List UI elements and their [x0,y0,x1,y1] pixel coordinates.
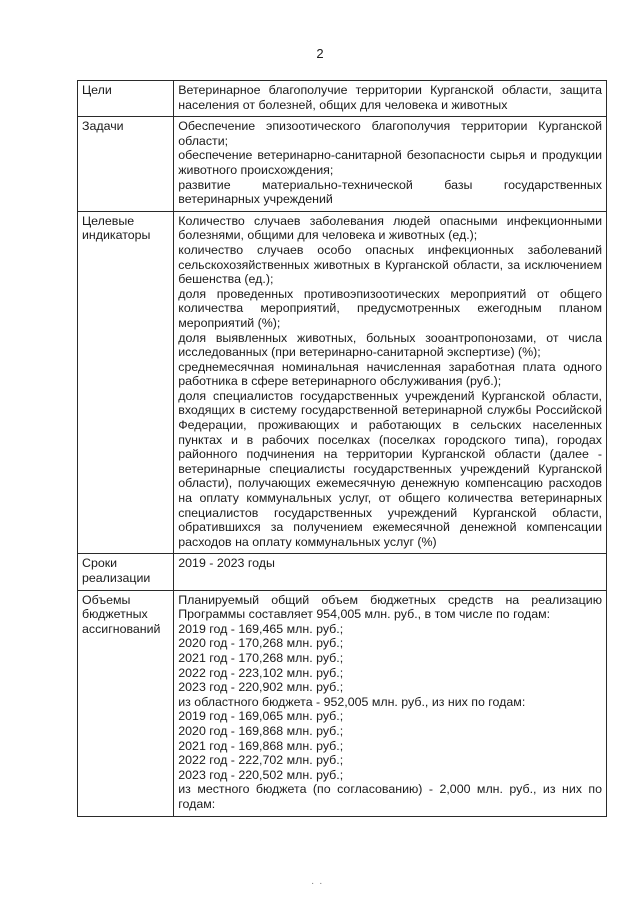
content-paragraph: 2020 год - 169,868 млн. руб.; [178,723,344,738]
table-row-target-indicators [78,211,607,554]
content-paragraph: 2020 год - 170,268 млн. руб.; [178,636,344,651]
content-paragraph: 2023 год - 220,502 млн. руб.; [178,767,344,782]
content-paragraph: 2023 год - 220,902 млн. руб.; [178,680,344,695]
content-paragraph: 2022 год - 223,102 млн. руб.; [178,665,344,680]
content-paragraph: 2019 год - 169,465 млн. руб.; [178,621,344,636]
passport-table-body [78,81,607,817]
content-paragraph: количество случаев особо опасных инфекционных заболеваний сельскохозяйственных животных в Курганской области, за исключением бешенства (ед.); [178,242,602,287]
content-paragraph: 2022 год - 222,702 млн. руб.; [178,753,344,768]
row-label: Целевые индикаторы [78,211,174,554]
row-content [174,554,607,590]
content-paragraph: развитие материально-технической базы государственных ветеринарных учреждений [178,177,602,207]
content-paragraph: Планируемый общий объем бюджетных средств на реализацию Программы составляет 954,005 млн. руб., в том числе по годам: [178,592,602,622]
program-passport-table [77,80,607,817]
content-paragraph: 2019 - 2023 годы [178,556,275,571]
content-paragraph: доля выявленных животных, больных зооантропонозами, от числа исследованных (при ветеринарно-санитарной экспертизе) (%); [178,330,602,360]
table-row-implementation-period [78,554,607,590]
content-paragraph: 2021 год - 170,268 млн. руб.; [178,650,344,665]
content-paragraph: 2021 год - 169,868 млн. руб.; [178,738,344,753]
content-paragraph: из областного бюджета - 952,005 млн. руб., из них по годам: [178,694,526,709]
content-paragraph: доля проведенных противоэпизоотических мероприятий от общего количества мероприятий, предусмотренных ежегодным планом мероприятий (%); [178,286,602,330]
content-paragraph: обеспечение ветеринарно-санитарной безопасности сырья и продукции животного происхождения; [178,148,602,177]
content-paragraph: среднемесячная номинальная начисленная заработная плата одного работника в сфере ветеринарного обслуживания (руб.); [178,359,602,389]
content-paragraph: Количество случаев заболевания людей опасными инфекционными болезнями, общими для человека и животных (ед.); [178,213,602,243]
content-paragraph: 2019 год - 169,065 млн. руб.; [178,709,344,724]
content-paragraph: Обеспечение эпизоотического благополучия территории Курганской области; [178,119,602,148]
content-paragraph: из местного бюджета (по согласованию) - 2,000 млн. руб., из них по годам: [178,782,602,811]
content-paragraph: доля специалистов государственных учреждений Курганской области, входящих в систему государственной ветеринарной службы Российской Федерации, проживающих и работающих в сельских населенных пунктах и в рабочих поселках (поселках городского типа), городах районного подчинения на территории Курганской области (далее - ветеринарные специалисты государственных учреждений Курганской области), получающих ежемесячную денежную компенсацию расходов на оплату коммунальных услуг, от общего количества ветеринарных специалистов государственных учреждений Курганской области, обратившихся за получением ежемесячной денежной компенсации расходов на оплату коммунальных услуг (%) [178,388,602,549]
row-content [174,117,607,212]
row-content [174,81,607,117]
table-row-tasks [78,117,607,212]
table-row-budget-allocations [78,590,607,816]
row-label: Объемы бюджетных ассигнований [78,590,174,816]
row-label: Сроки реализации [78,554,174,590]
table-row-goals [78,81,607,117]
row-label: Задачи [78,117,174,212]
scan-artifact: · · [311,878,324,889]
row-content [174,211,607,554]
row-content [174,590,607,816]
content-paragraph: Ветеринарное благополучие территории Курганской области, защита населения от болезней, общих для человека и животных [178,83,602,112]
page-number: 2 [316,46,324,61]
row-label: Цели [78,81,174,117]
